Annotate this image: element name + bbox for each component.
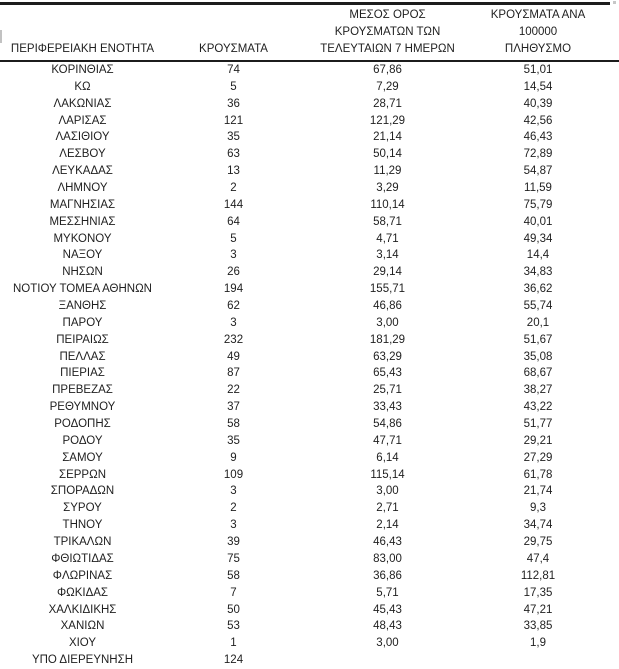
table-row bbox=[0, 602, 619, 619]
per-100k-cell: 14,54 bbox=[523, 80, 553, 93]
region-cell: ΣΑΜΟΥ bbox=[62, 451, 103, 464]
table-row bbox=[0, 517, 619, 534]
table-row bbox=[0, 450, 619, 467]
cases-cell: 26 bbox=[227, 266, 240, 279]
avg-7day-cell: 121,29 bbox=[369, 114, 406, 127]
avg-7day-cell: 50,14 bbox=[373, 148, 402, 161]
per-100k-cell: 42,56 bbox=[523, 114, 553, 127]
per-100k-cell: 38,27 bbox=[523, 384, 553, 397]
avg-7day-cell: 6,14 bbox=[376, 451, 399, 464]
avg-7day-cell: 2,71 bbox=[376, 502, 399, 515]
region-cell: ΤΗΝΟΥ bbox=[62, 519, 103, 532]
cases-cell: 5 bbox=[230, 232, 237, 245]
avg-7day-cell: 3,14 bbox=[376, 249, 399, 262]
per-100k-cell: 27,29 bbox=[523, 451, 553, 464]
cases-cell: 62 bbox=[227, 300, 240, 313]
regional-cases-table bbox=[0, 5, 619, 669]
table-row bbox=[0, 500, 619, 517]
per-100k-cell: 34,74 bbox=[523, 519, 553, 532]
region-cell: ΛΕΣΒΟΥ bbox=[59, 148, 106, 161]
region-cell: ΛΑΚΩΝΙΑΣ bbox=[53, 97, 112, 110]
per-100k-cell: 54,87 bbox=[523, 165, 553, 178]
region-cell: ΠΡΕΒΕΖΑΣ bbox=[52, 384, 113, 397]
table-row bbox=[0, 214, 619, 231]
avg-7day-cell: 46,43 bbox=[373, 536, 402, 549]
avg-7day-cell: 7,29 bbox=[376, 80, 399, 93]
per-100k-cell: 75,79 bbox=[523, 198, 553, 211]
cases-cell: 124 bbox=[223, 654, 244, 667]
table-row bbox=[0, 652, 619, 669]
cases-cell: 36 bbox=[227, 97, 240, 110]
region-cell: ΣΥΡΟΥ bbox=[63, 502, 102, 515]
per-100k-cell: 40,39 bbox=[523, 97, 553, 110]
table-row bbox=[0, 315, 619, 332]
table-row bbox=[0, 247, 619, 264]
region-cell: ΡΟΔΟΥ bbox=[62, 434, 103, 447]
table-row bbox=[0, 96, 619, 113]
region-cell: ΝΗΣΩΝ bbox=[62, 266, 103, 279]
region-cell: ΧΑΝΙΩΝ bbox=[60, 620, 105, 633]
cases-cell: 53 bbox=[227, 620, 240, 633]
region-cell: ΦΘΙΩΤΙΔΑΣ bbox=[51, 552, 114, 565]
per-100k-cell: 17,35 bbox=[523, 586, 553, 599]
table-row bbox=[0, 416, 619, 433]
avg-7day-cell: 48,43 bbox=[373, 620, 402, 633]
cases-cell: 232 bbox=[223, 333, 244, 346]
per-100k-cell: 9,3 bbox=[530, 502, 546, 515]
per-100k-cell: 11,59 bbox=[524, 182, 552, 195]
cases-cell: 63 bbox=[227, 148, 240, 161]
per-100k-cell: 61,78 bbox=[523, 468, 553, 481]
table-row bbox=[0, 129, 619, 146]
cases-cell: 3 bbox=[230, 249, 237, 262]
avg-7day-cell: 3,00 bbox=[376, 316, 399, 329]
per-100k-cell: 43,22 bbox=[523, 401, 553, 414]
avg-7day-cell bbox=[302, 652, 473, 669]
avg-7day-cell: 11,29 bbox=[373, 165, 402, 178]
column-header-avg-7day bbox=[302, 5, 473, 61]
avg-7day-cell: 29,14 bbox=[373, 266, 402, 279]
per-100k-cell: 33,85 bbox=[523, 620, 553, 633]
avg-7day-cell: 2,14 bbox=[376, 519, 399, 532]
avg-7day-cell: 5,71 bbox=[376, 586, 399, 599]
table-row bbox=[0, 618, 619, 635]
per-100k-cell: 1,9 bbox=[530, 637, 546, 650]
avg-7day-cell: 3,00 bbox=[376, 637, 399, 650]
avg-7day-cell: 115,14 bbox=[370, 468, 405, 481]
table-row bbox=[0, 433, 619, 450]
cases-cell: 75 bbox=[227, 552, 240, 565]
avg-7day-cell: 28,71 bbox=[373, 97, 402, 110]
avg-7day-cell: 67,86 bbox=[373, 64, 402, 76]
avg-7day-cell: 25,71 bbox=[373, 384, 402, 397]
table-row bbox=[0, 231, 619, 248]
cases-cell: 64 bbox=[227, 215, 240, 228]
region-cell: ΜΑΓΝΗΣΙΑΣ bbox=[49, 198, 116, 211]
region-cell: ΠΑΡΟΥ bbox=[62, 316, 103, 329]
table-row bbox=[0, 332, 619, 349]
per-100k-cell: 29,21 bbox=[523, 434, 553, 447]
per-100k-cell: 49,34 bbox=[523, 232, 553, 245]
avg-7day-cell: 46,86 bbox=[373, 300, 402, 313]
region-cell: ΚΩ bbox=[74, 80, 91, 93]
cases-cell: 13 bbox=[227, 165, 240, 178]
cases-cell: 49 bbox=[227, 350, 240, 363]
cases-cell: 39 bbox=[227, 536, 240, 549]
avg-7day-cell: 21,14 bbox=[373, 131, 402, 144]
cases-cell: 194 bbox=[223, 283, 244, 296]
table-row bbox=[0, 365, 619, 382]
per-100k-cell: 112,81 bbox=[520, 569, 556, 582]
avg-7day-cell: 58,71 bbox=[373, 215, 402, 228]
cases-cell: 1 bbox=[230, 637, 237, 650]
per-100k-cell: 34,83 bbox=[523, 266, 553, 279]
table-row bbox=[0, 568, 619, 585]
per-100k-cell: 21,74 bbox=[523, 485, 553, 498]
table-row bbox=[0, 264, 619, 281]
table-row bbox=[0, 79, 619, 96]
region-cell: ΧΑΛΚΙΔΙΚΗΣ bbox=[48, 603, 117, 616]
table-row bbox=[0, 382, 619, 399]
region-cell: ΜΕΣΣΗΝΙΑΣ bbox=[49, 215, 116, 228]
region-cell: ΛΑΣΙΘΙΟΥ bbox=[55, 131, 110, 144]
cases-cell: 144 bbox=[223, 198, 244, 211]
avg-7day-cell: 83,00 bbox=[373, 552, 402, 565]
table-row bbox=[0, 61, 619, 79]
per-100k-cell: 40,01 bbox=[523, 215, 553, 228]
region-cell: ΧΙΟΥ bbox=[68, 637, 97, 650]
region-cell: ΡΟΔΟΠΗΣ bbox=[54, 418, 111, 431]
per-100k-cell bbox=[473, 652, 619, 669]
per-100k-cell: 35,08 bbox=[523, 350, 553, 363]
region-cell: ΦΩΚΙΔΑΣ bbox=[56, 586, 109, 599]
cases-cell: 2 bbox=[230, 182, 237, 195]
table-row bbox=[0, 349, 619, 366]
table-row bbox=[0, 180, 619, 197]
table-row bbox=[0, 163, 619, 180]
per-100k-cell: 36,62 bbox=[523, 283, 553, 296]
region-cell: ΠΕΛΛΑΣ bbox=[59, 350, 106, 363]
per-100k-cell: 46,43 bbox=[523, 131, 553, 144]
avg-7day-cell: 63,29 bbox=[373, 350, 402, 363]
avg-7day-cell: 47,71 bbox=[373, 434, 402, 447]
cases-cell: 109 bbox=[223, 468, 244, 481]
region-cell: ΠΙΕΡΙΑΣ bbox=[60, 367, 105, 380]
cases-cell: 3 bbox=[230, 485, 237, 498]
per-100k-cell: 51,77 bbox=[523, 418, 553, 431]
region-cell: ΚΟΡΙΝΘΙΑΣ bbox=[51, 64, 114, 76]
column-header-line: ΜΕΣΟΣ ΟΡΟΣ bbox=[349, 9, 426, 21]
column-header-line: ΤΕΛΕΥΤΑΙΩΝ 7 ΗΜΕΡΩΝ bbox=[320, 43, 455, 55]
column-header-cases bbox=[165, 5, 302, 61]
avg-7day-cell: 3,00 bbox=[376, 485, 399, 498]
avg-7day-cell: 181,29 bbox=[369, 333, 406, 346]
region-cell: ΣΕΡΡΩΝ bbox=[58, 468, 107, 481]
cases-cell: 58 bbox=[227, 418, 240, 431]
region-cell: ΥΠΟ ΔΙΕΡΕΥΝΗΣΗ bbox=[31, 654, 134, 667]
table-body bbox=[0, 61, 619, 669]
cases-cell: 35 bbox=[227, 434, 240, 447]
region-cell: ΞΑΝΘΗΣ bbox=[58, 300, 107, 313]
avg-7day-cell: 155,71 bbox=[369, 283, 406, 296]
per-100k-cell: 20,1 bbox=[526, 316, 550, 329]
region-cell: ΛΑΡΙΣΑΣ bbox=[58, 114, 107, 127]
per-100k-cell: 55,74 bbox=[523, 300, 553, 313]
avg-7day-cell: 3,29 bbox=[376, 182, 399, 195]
column-header-line: ΠΛΗΘΥΣΜΟ bbox=[504, 43, 572, 55]
table-row bbox=[0, 113, 619, 130]
per-100k-cell: 47,21 bbox=[523, 603, 553, 616]
table-row bbox=[0, 146, 619, 163]
region-cell: ΜΥΚΟΝΟΥ bbox=[53, 232, 112, 245]
table-row bbox=[0, 467, 619, 484]
region-cell: ΦΛΩΡΙΝΑΣ bbox=[52, 569, 113, 582]
avg-7day-cell: 45,43 bbox=[373, 603, 402, 616]
scan-artifact-top-right bbox=[613, 1, 616, 4]
per-100k-cell: 51,67 bbox=[523, 333, 553, 346]
per-100k-cell: 72,89 bbox=[523, 148, 553, 161]
region-cell: ΝΑΞΟΥ bbox=[62, 249, 103, 262]
cases-cell: 2 bbox=[230, 502, 237, 515]
table-row bbox=[0, 585, 619, 602]
cases-cell: 3 bbox=[230, 316, 237, 329]
avg-7day-cell: 110,14 bbox=[370, 198, 405, 211]
cases-cell: 50 bbox=[227, 603, 240, 616]
column-header-line: ΠΕΡΙΦΕΡΕΙΑΚΗ ΕΝΟΤΗΤΑ bbox=[10, 43, 155, 55]
table-header-row bbox=[0, 5, 619, 61]
column-header-line: ΚΡΟΥΣΜΑΤΑ ΑΝΑ 100000 bbox=[490, 9, 586, 38]
table-row bbox=[0, 635, 619, 652]
cases-cell: 35 bbox=[227, 131, 240, 144]
avg-7day-cell: 33,43 bbox=[373, 401, 402, 414]
avg-7day-cell: 36,86 bbox=[373, 569, 402, 582]
column-header-line: ΚΡΟΥΣΜΑΤΑ bbox=[199, 43, 268, 55]
cases-cell: 121 bbox=[223, 114, 244, 127]
per-100k-cell: 29,75 bbox=[523, 536, 553, 549]
per-100k-cell: 14,4 bbox=[526, 249, 550, 262]
per-100k-cell: 68,67 bbox=[523, 367, 553, 380]
column-header-region bbox=[0, 5, 165, 61]
per-100k-cell: 47,4 bbox=[526, 552, 550, 565]
cases-cell: 5 bbox=[230, 80, 237, 93]
column-header-per-100k bbox=[473, 5, 619, 61]
region-cell: ΣΠΟΡΑΔΩΝ bbox=[50, 485, 115, 498]
cases-cell: 9 bbox=[230, 451, 237, 464]
cases-cell: 87 bbox=[227, 367, 240, 380]
table-row bbox=[0, 534, 619, 551]
per-100k-cell: 51,01 bbox=[523, 64, 553, 76]
table-row bbox=[0, 298, 619, 315]
cases-cell: 74 bbox=[227, 64, 240, 76]
avg-7day-cell: 4,71 bbox=[376, 232, 399, 245]
avg-7day-cell: 65,43 bbox=[373, 367, 402, 380]
column-header-line: ΚΡΟΥΣΜΑΤΩΝ ΤΩΝ bbox=[334, 26, 441, 38]
cases-cell: 7 bbox=[230, 586, 237, 599]
cases-cell: 37 bbox=[227, 401, 240, 414]
table-row bbox=[0, 197, 619, 214]
cases-cell: 3 bbox=[230, 519, 237, 532]
table-row bbox=[0, 551, 619, 568]
cases-cell: 22 bbox=[227, 384, 240, 397]
region-cell: ΤΡΙΚΑΛΩΝ bbox=[53, 536, 112, 549]
region-cell: ΛΗΜΝΟΥ bbox=[57, 182, 108, 195]
table-row bbox=[0, 281, 619, 298]
table-row bbox=[0, 483, 619, 500]
cases-cell: 58 bbox=[227, 569, 240, 582]
region-cell: ΡΕΘΥΜΝΟΥ bbox=[49, 401, 116, 414]
table-header bbox=[0, 5, 619, 61]
region-cell: ΛΕΥΚΑΔΑΣ bbox=[52, 165, 113, 178]
avg-7day-cell: 54,86 bbox=[373, 418, 402, 431]
table-row bbox=[0, 399, 619, 416]
region-cell: ΝΟΤΙΟΥ ΤΟΜΕΑ ΑΘΗΝΩΝ bbox=[13, 283, 152, 296]
region-cell: ΠΕΙΡΑΙΩΣ bbox=[56, 333, 109, 346]
